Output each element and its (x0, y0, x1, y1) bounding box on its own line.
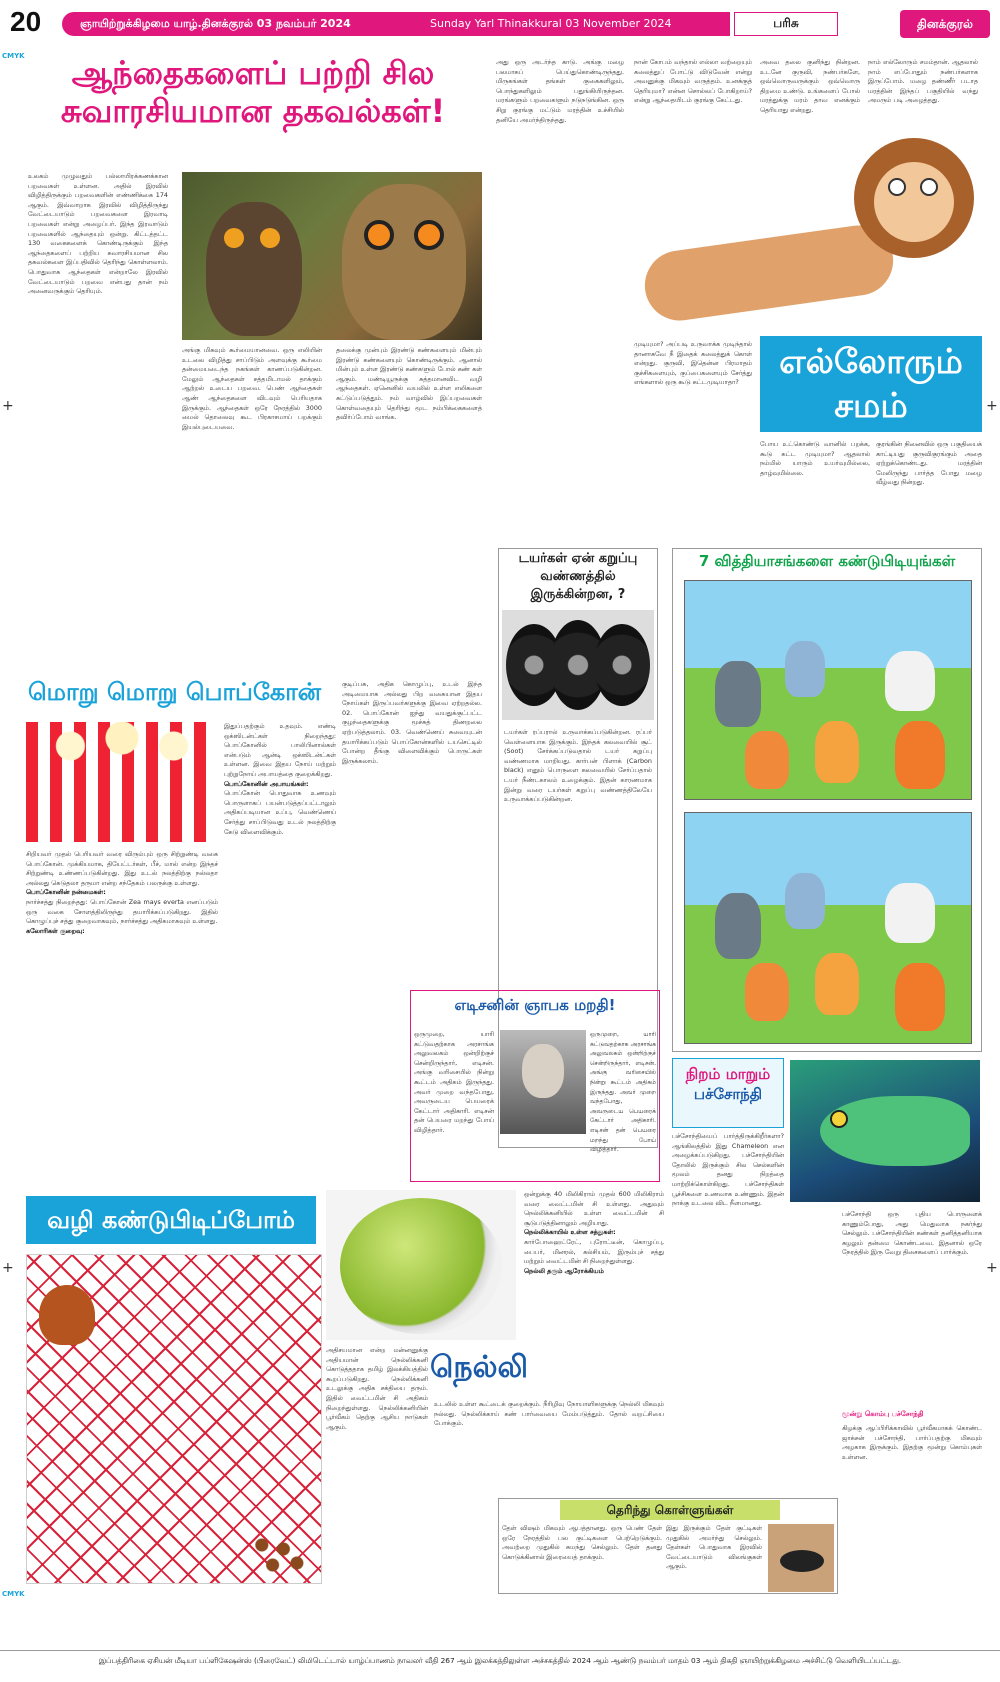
squirrel-icon (39, 1285, 95, 1345)
edison-body-cont: ஒருமுறை, யாரி கட்டுவதற்காக அரசாங்க அலுவலகம் ஒன்றிற்குச் சென்றிருந்தார், எடிசன். அங்கு வரிசையில் நின்று கூட்டம் அதிகம் இருந்தது. அவர் முறை வந்தபோது, அவருடைய பெயரைக் கேட்டார் அதிகாரி. எடிசன் தன் பெயரை மறந்து போய் விழித்தார். (590, 1031, 656, 1154)
owl-icon (206, 202, 302, 336)
story-bottom3: குரங்கின் நினைவில் ஒரு பகுதியைக் காட்டியது குருவிகுரங்கும் அதை ஏற்றுக்கொண்டது. மரத்தின் மேலிருந்து பார்த்த போது மழை வீழ்வது நின்றது. (876, 440, 982, 487)
cat-icon (815, 721, 859, 783)
chameleon-icon (820, 1096, 970, 1166)
know-body2: இது இருக்கும் தேள் குட்டிகள் முதுகில் அமர்ந்து செல்லும். தேள்கள் பொதுவாக இரவில் வேட்டையாடும் விலங்குகள் ஆகும். (666, 1524, 762, 1571)
monkey-face-icon (874, 162, 954, 242)
popcorn-col1: சிறியவர் முதல் பெரியவர் வரை விரும்பும் ஒரு சிற்றுண்டி வகை பொப்கோன். முக்கியமாக, தியேட்டர்கள், பீச், மால் என்ற இந்தச் சிற்றுண்டி உண்ணப்படுகின்றது. இது உடல் நலத்திற்கு நல்லதா அல்லது கெடுதலா தருமா என்ற சந்தேகம் பலருக்கு உள்ளது. பொப்கோனின் நன்மைகள்: நார்ச்சத்து நிறைந்தது: பொப்கோன் Zea mays everta எனப்படும் ஒரு வகை சோளத்திலிருந்து தயாரிக்கப்படுகிறது. இதில் கொழுப்புச் சத்து குறைவாகவும், நார்ச்சத்து அதிகமாகவும் உள்ளது. கலோரிகள் குறைவு: (26, 850, 218, 935)
story-col3: அவை தலை குனிந்து நின்றன. உடனே குருவி, நண்பர்களே, ஒவ்வொருவருக்கும் ஒவ்வொரு திறமை உண்டு. உங்களைப் போல் மரத்துக்கு மரம் தாவ எனக்கும் தெரியாது என்றது. (760, 58, 860, 114)
nellie-col1: அதிசயமான என்ற மன்னனுக்கு அதியமான் நெல்லிக்கனி கொடுத்ததாக தமிழ் இலக்கியத்தில் கூறப்படுகிறது. நெல்லிக்கனி உடலுக்கு அதிக சக்தியை தரும். இதில் வைட்டமின் சி அதிகம் நிறைந்துள்ளது. நெல்லிக்கனியின் பூர்வீகம் தெற்கு ஆசிய நாடுகள் ஆகும். (326, 1346, 428, 1431)
cat-icon (815, 953, 859, 1015)
popcorn-icon (36, 722, 208, 762)
nellie-photo (326, 1190, 516, 1340)
owl-eye-icon (364, 220, 394, 250)
monkey-body-icon (640, 221, 897, 325)
know-title: தெரிந்து கொள்ளுங்கள் (560, 1500, 780, 1520)
page-header (0, 0, 1000, 46)
edison-title: எடிசனின் ஞாபக மறதி! (454, 996, 616, 1014)
footer-imprint: இப்பத்திரிகை ஏசியன் மீடியா பப்ளிகேஷன்ஸ் (பிரைவேட்) லிமிடெட்டால் யாழ்ப்பாணம் நாவலர் வீதி 267 ஆம் இலக்கத்திலுள்ள அச்சகத்தில் 2024 ஆம் ஆண்டு நவம்பர் மாதம் 03 ஆம் திகதி ஞாயிற்றுக்கிழமை அச்சிட்டு வெளியிடப்பட்டது. (98, 1656, 902, 1665)
owls-col3: தலைக்கு முன்பும் இரண்டு கண்களையும் மின்பும் இரண்டு கண்களையும் கொண்டிருக்கும். ஆனால் மின்பும் உள்ள இரண்டு கண்களும் போல் கண் கள் ஆகும். மண்டியூருக்கு சுத்தமானவிட வழி ஆந்தைகள். ஏனெனில் வயலில் உள்ள எலிகளை கட்டுப்படுத்தும். நம் வாழ்வில் இப்பறவைகள் கொள்வதையும் தெரிந்து மூட நம்பிக்கைகளைத் தவிர்ப்போம் வாங்க. (336, 346, 482, 422)
cmyk-mark-top: CMYK (2, 52, 25, 60)
cmyk-mark-bottom: CMYK (2, 1590, 25, 1598)
cat-icon (885, 883, 935, 943)
face-icon (522, 1044, 564, 1098)
chameleon-body3: கிழக்கு ஆப்பிரிக்காவில் பூர்வீகமாகக் கொண்ட ஜாக்சன் பச்சோந்தி, பார்ப்பதற்கு மிகவும் அழகாக இருக்கும். இதற்கு மூன்று கொம்புகள் உள்ளன. (842, 1424, 982, 1461)
nellie-col2: ஒன்றுக்கு 40 மிலிகிராம் முதல் 600 மிலிகிராம் வரை வைட்டமின் சி உள்ளது. அதுவும் நெல்லிக்கனியில் உள்ள வைட்டமின் சி சூடுபடுத்தினாலும் அழியாது. நெல்லிக்காயில் உள்ள சத்துகள்: கார்போஹைட்ரேட், புரோட்டீன், கொழுப்பு, பைபர், மினரல், கல்சியம், இரும்புச் சத்து மற்றும் வைட்டமின் சி நிறைந்துள்ளது. நெல்லி தரும் ஆரோக்கியம் (524, 1190, 664, 1275)
registration-mark-icon: + (986, 1260, 998, 1276)
cat-icon (785, 873, 825, 929)
registration-mark-icon: + (986, 398, 998, 414)
owl-eye-icon (414, 220, 444, 250)
date-english: Sunday Yarl Thinakkural 03 November 2024 (430, 17, 672, 30)
cat-icon (715, 893, 761, 959)
newspaper-logo: தினக்குரல் (900, 10, 990, 38)
maze-puzzle[interactable] (26, 1254, 322, 1584)
footer-rule (0, 1650, 1000, 1651)
scorpion-icon (780, 1550, 824, 1572)
registration-mark-icon: + (2, 398, 14, 414)
nellie-title: நெல்லி (430, 1350, 529, 1385)
spot-diff-panel-2 (684, 812, 972, 1044)
cat-icon (715, 661, 761, 727)
nellie-col3: உடலில் உள்ள கூட்டைக் குறைக்கும். நீரிழிவு நோயாளிகளுக்கு நெல்லி மிகவும் நல்லது. நெல்லிக்காய் கண் பார்வையை மேம்படுத்தும். தோல் வறட்சியை போக்கும். (434, 1400, 664, 1428)
cat-icon (785, 641, 825, 697)
edison-photo (500, 1030, 586, 1134)
chameleon-subheading: மூன்று கொம்பு பச்சோந்தி (842, 1410, 924, 1418)
date-tamil: ஞாயிற்றுக்கிழமை யாழ்.தினக்குரல் 03 நவம்பர் 2024 (80, 17, 351, 30)
story-bottom2: போய உட்கொண்டு வானில் பறக்க, கூடு கட்ட முடியுமா? ஆதலால் நம்மில் யாரும் உயர்வுமில்லை, தாழ்வுமில்லை. (760, 440, 870, 477)
chameleon-title: நிறம் மாறும் பச்சோந்தி (685, 1065, 771, 1103)
owls-col1: உலகம் முழுவதும் பல்லாயிரக்கணக்கான பறவைகள் உள்ளன. அதில் இரவில் விழித்திருக்கும் பறவைகளின் எண்ணிக்கை 174 ஆகும். இவ்வாறாக இரவில் விழித்திருந்து வேட்டையாடும் பறவைகளை இரவாடி பறவைகள் என்று அழைப்பர். இந்த இரவாடும் பறவைகளில் ஆந்தையும் ஒன்று. கிட்டத்தட்ட 130 வகைகளைக் கொண்டிருக்கும் இந்த ஆந்தைகளைப் பற்றிய சுவாரசியமான சில தகவல்களை இப்பதிவில் தெரிந்து கொள்ளலாம். பொதுவாக ஆந்தைகள் என்றாலே இரவில் வேட்டையாடும் பறவை என்பது தான் நம் அனைவருக்கும் தெரியும். (28, 172, 168, 296)
popcorn-col2: இதுப்பதற்கும் உதவும். எண்டி ஒக்ஸிடன்ட்கள் நிறைந்தது: பொப்கோனில் பாலிபினால்கள் என்படும் ஆன்டி ஒக்ஸிடன்ட்கள் உள்ளன. இவை இதய நோய் மற்றும் புற்றுநோய் அபாயத்தை குறைக்கிறது. பொப்கோனின் அபாயங்கள்: பொப்கோன் பொதுவாக உணவும் பொருளாகப் பயன்படுத்தப்பட்டாலும் அதிகப்படியான உப்பு, வெண்ணெய் சேர்த்து சாப்பிடுவது உடல் நலத்திற்கு கேடு விளைவிக்கும். (224, 722, 336, 836)
story-bottom1: முடியுமா? அப்படி உருவாக்க முடிந்தால் தானாகவே நீ இதைக் கலைத்துக் கொள் என்றது. குருவி, இதென்ன பிரமாதம் குச்சிகளையும், குப்பைகளையும் சேர்த்து எங்களால் ஒரு கூடு கட்டமுடியாதா? (634, 340, 752, 387)
story-banner: எல்லோரும் சமம் (760, 336, 982, 432)
gooseberry-bowl-icon (340, 1198, 502, 1334)
nuts-icon (251, 1533, 305, 1573)
monkey-eye-icon (920, 178, 938, 196)
maze-title: வழி கண்டுபிடிப்போம் (26, 1196, 316, 1244)
monkey-eye-icon (888, 178, 906, 196)
owl-icon (342, 184, 466, 340)
chameleon-body: பச்சோந்தியைப் பார்த்திருக்கிறீர்களா? ஆங்கிலத்தில் இது Chameleon என அழைக்கப்படுகிறது. பச்சோந்தியின் தோலில் இருக்கும் சில செல்களின் மூலம் தனது நிறத்தை மாற்றிக்கொள்கிறது. பச்சோந்திகள் பூச்சிகளை உணவாக உண்ணும். இதன் நாக்கு உடலை விட நீளமானது. (672, 1132, 784, 1208)
popcorn-col3: குடிப்பசு, அதிக கொழுப்பு, உடல் இந்த அடிமையாக அல்லது பிற வகையான இதய நோய்கள் இருப்பவர்களுக்கு இவை ஏற்றதல்ல. 02. பொப்கோன் ஐந்து வயதுக்குட்பட்ட குழந்தைகளுக்கு மூச்சுத் திணறலை ஏற்படுத்தலாம். 03. வெண்ணெய் சுவையுடன் தயாரிக்கப்படும் பொப்கோன்களில் டயசெட்டில் போன்ற தீங்கு விளைவிக்கும் பொருட்கள் இருக்கலாம். (342, 680, 482, 765)
owls-title: ஆந்தைகளைப் பற்றி சில சுவாரசியமான தகவல்கள்! (60, 54, 446, 130)
chameleon-photo (790, 1060, 980, 1202)
chameleon-body2: பச்சோந்தி ஒரு புதிய பொருளைக் காணும்போது, அது மெதுவாக நகர்ந்து செல்லும். பச்சோந்தியின் கண்கள் தனித்தனியாக சுழலும் தன்மை கொண்டவை. இதனால் ஒரே நேரத்தில் இரு வேறு திசைகளைப் பார்க்கும். (842, 1210, 982, 1257)
know-body: தேள் விஷம் மிகவும் ஆபத்தானது. ஒரு பெண் தேள் ஒரே நேரத்தில் பல குட்டிகளை பெற்றெடுக்கும். அவற்றை முதுகில் சுமந்து செல்லும். தேள் தனது கொடுக்கினால் இரையைத் தாக்கும். (502, 1524, 662, 1561)
spot-diff-panel-1 (684, 580, 972, 800)
tyres-body: டயர்கள் ரப்பரால் உருவாக்கப்படுகின்றன. ரப்பர் வெள்ளையாக இருக்கும். இந்தக் கலவையில் சூட் (Soot) சேர்க்கப்படுவதால் டயர் கறுப்பு வண்ணமாக மாறியது. கார்பன் பிளாக் (Carbon black) எனும் பொருளை கலவையில் சேர்ப்பதால் டயர் நீண்டகாலம் உழைக்கும். இதன் காரணமாக இன்று வரை டயர்கள் கறுப்பு வண்ணத்திலேயே உருவாக்கப்படுகின்றன. (504, 728, 652, 804)
cat-icon (895, 963, 945, 1031)
section-label: பரிசு (734, 12, 838, 36)
tyres-photo (502, 610, 654, 720)
owls-photo (182, 172, 482, 340)
popcorn-title: மொறு மொறு பொப்கோன் (28, 678, 322, 706)
story-col1: அது ஒரு அடர்ந்த காடு. அங்கு மழை பலமாகப் பெய்துகொண்டிருந்தது. மிருகங்கள் தங்கள் குகைகளிலும், பொந்துகளிலும் பதுங்கியிருந்தன. மரங்களும் பறவைகளும் நடுநடுங்கின. ஒரு சிறு குரங்கு மட்டும் மரத்தின் உச்சியில் தனியே அமர்ந்திருந்தது. (496, 58, 624, 124)
tyres-title: டயர்கள் ஏன் கறுப்பு வண்ணத்தில் இருக்கின்றன, ? (518, 551, 638, 602)
cat-icon (745, 963, 789, 1021)
cat-icon (885, 651, 935, 711)
scorpion-photo (768, 1524, 834, 1592)
story-col4: நாம் எல்லோரும் சமம்தான். ஆதலால் நாம் எப்போதும் நண்பர்களாக இருப்போம். மழை தண்ணீர் படாத மரத்தின் இந்தப் பகுதியில் வந்து அமரும் படி அழைத்தது. (868, 58, 978, 105)
owls-col2: அங்கு மிகவும் கூர்மையானவை. ஒரு எலியின் உடலை விழித்து சாப்பிடும் அளவுக்கு கூர்மை தன்மையடைந்த நகங்கள் காணப்படுகின்றன. மேலும் ஆந்தைகள் சத்தமிடாமல் தாக்கும் ஆற்றல் உடைய பறவை. பெண் ஆந்தைகள் ஆண் ஆந்தைகளை விடவும் பெரியதாக இருக்கும். ஆந்தைகள் ஒரே நேரத்தில் 3000 மைல் தொலைவு கூட பிரகாசமாய் பறக்கும் இயல்புடையவை. (182, 346, 322, 431)
story-col2: நான் கோபம் வந்தால் எல்லா வற்றையும் கலைத்துப் போட்டு விடுவேன் என்று அவனுக்கு மிகவும் வருத்தம். உனக்குத் தெரியுமா? என்ன சொல்லப் போகிறாய்? என்று ஆந்தையிடம் குரங்கு கேட்டது. (634, 58, 752, 105)
tire-icon (594, 624, 650, 706)
registration-mark-icon: + (2, 1260, 14, 1276)
owl-eye-icon (224, 228, 244, 248)
date-bar (62, 12, 730, 36)
cat-icon (745, 731, 789, 789)
popcorn-photo (26, 722, 218, 842)
spot-diff-title: 7 வித்தியாசங்களை கண்டுபிடியுங்கள் (698, 552, 956, 570)
cat-icon (895, 721, 945, 789)
edison-body: ஒருமுறை, யாரி கட்டுவதற்காக அரசாங்க அலுவலகம் ஒன்றிற்குச் சென்றிருந்தார், எடிசன். அங்கு வரிசையில் நின்று கூட்டம் அதிகம் இருந்தது. அவர் முறை வந்தபோது, அவருடைய பெயரைக் கேட்டார் அதிகாரி. எடிசன் தன் பெயரை மறந்து போய் விழித்தார். (414, 1030, 494, 1134)
owl-eye-icon (260, 228, 280, 248)
page-number: 20 (10, 6, 42, 37)
monkey-illustration (634, 128, 984, 328)
chameleon-eye-icon (830, 1110, 848, 1128)
